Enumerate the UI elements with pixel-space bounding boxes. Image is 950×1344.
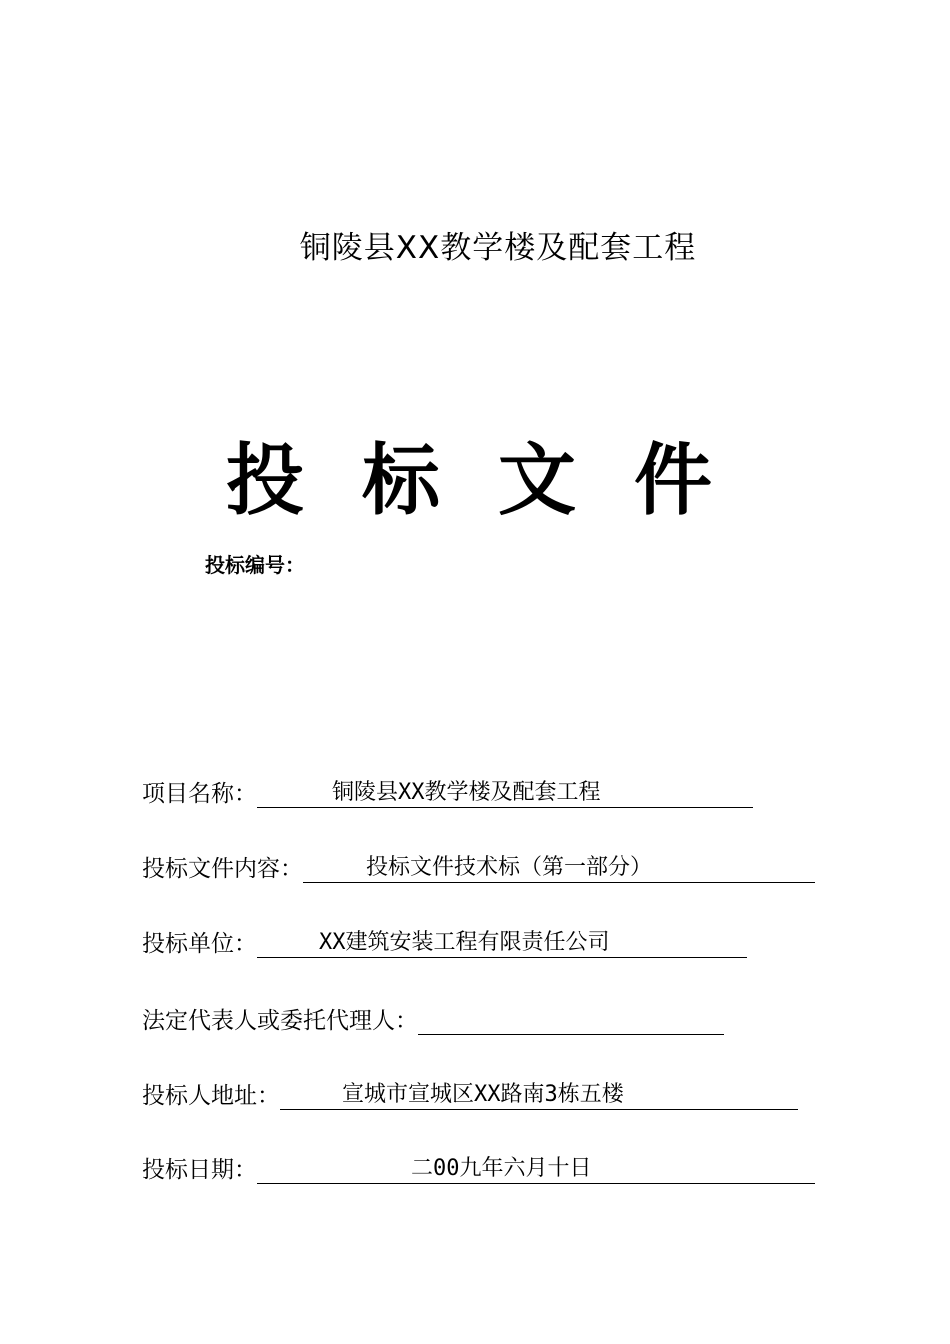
bidder-unit-label: 投标单位：: [142, 931, 257, 957]
project-subtitle: 铜陵县XX教学楼及配套工程: [299, 230, 697, 266]
bidder-address-label: 投标人地址：: [142, 1083, 280, 1109]
document-content-label: 投标文件内容：: [142, 856, 303, 882]
bid-date-value: 二00九年六月十日: [257, 1154, 815, 1184]
legal-representative-value: [418, 1005, 724, 1035]
bidder-address-value: 宣城市宣城区XX路南3栋五楼: [280, 1080, 798, 1110]
bidder-address-field: [142, 1077, 798, 1110]
document-content-value: 投标文件技术标（第一部分）: [303, 853, 815, 883]
bid-date-field: [142, 1151, 815, 1184]
bidder-unit-value: XX建筑安装工程有限责任公司: [257, 928, 747, 958]
bid-date-label: 投标日期：: [142, 1157, 257, 1183]
bidder-unit-field: [142, 925, 747, 958]
document-content-field: [142, 850, 815, 883]
bid-number-label: 投标编号：: [205, 553, 305, 577]
legal-representative-field: [142, 1002, 724, 1035]
document-title: 投标文件: [226, 436, 771, 526]
project-name-field: [142, 775, 753, 808]
legal-representative-label: 法定代表人或委托代理人：: [142, 1008, 418, 1034]
project-name-value: 铜陵县XX教学楼及配套工程: [257, 778, 753, 808]
project-name-label: 项目名称：: [142, 781, 257, 807]
